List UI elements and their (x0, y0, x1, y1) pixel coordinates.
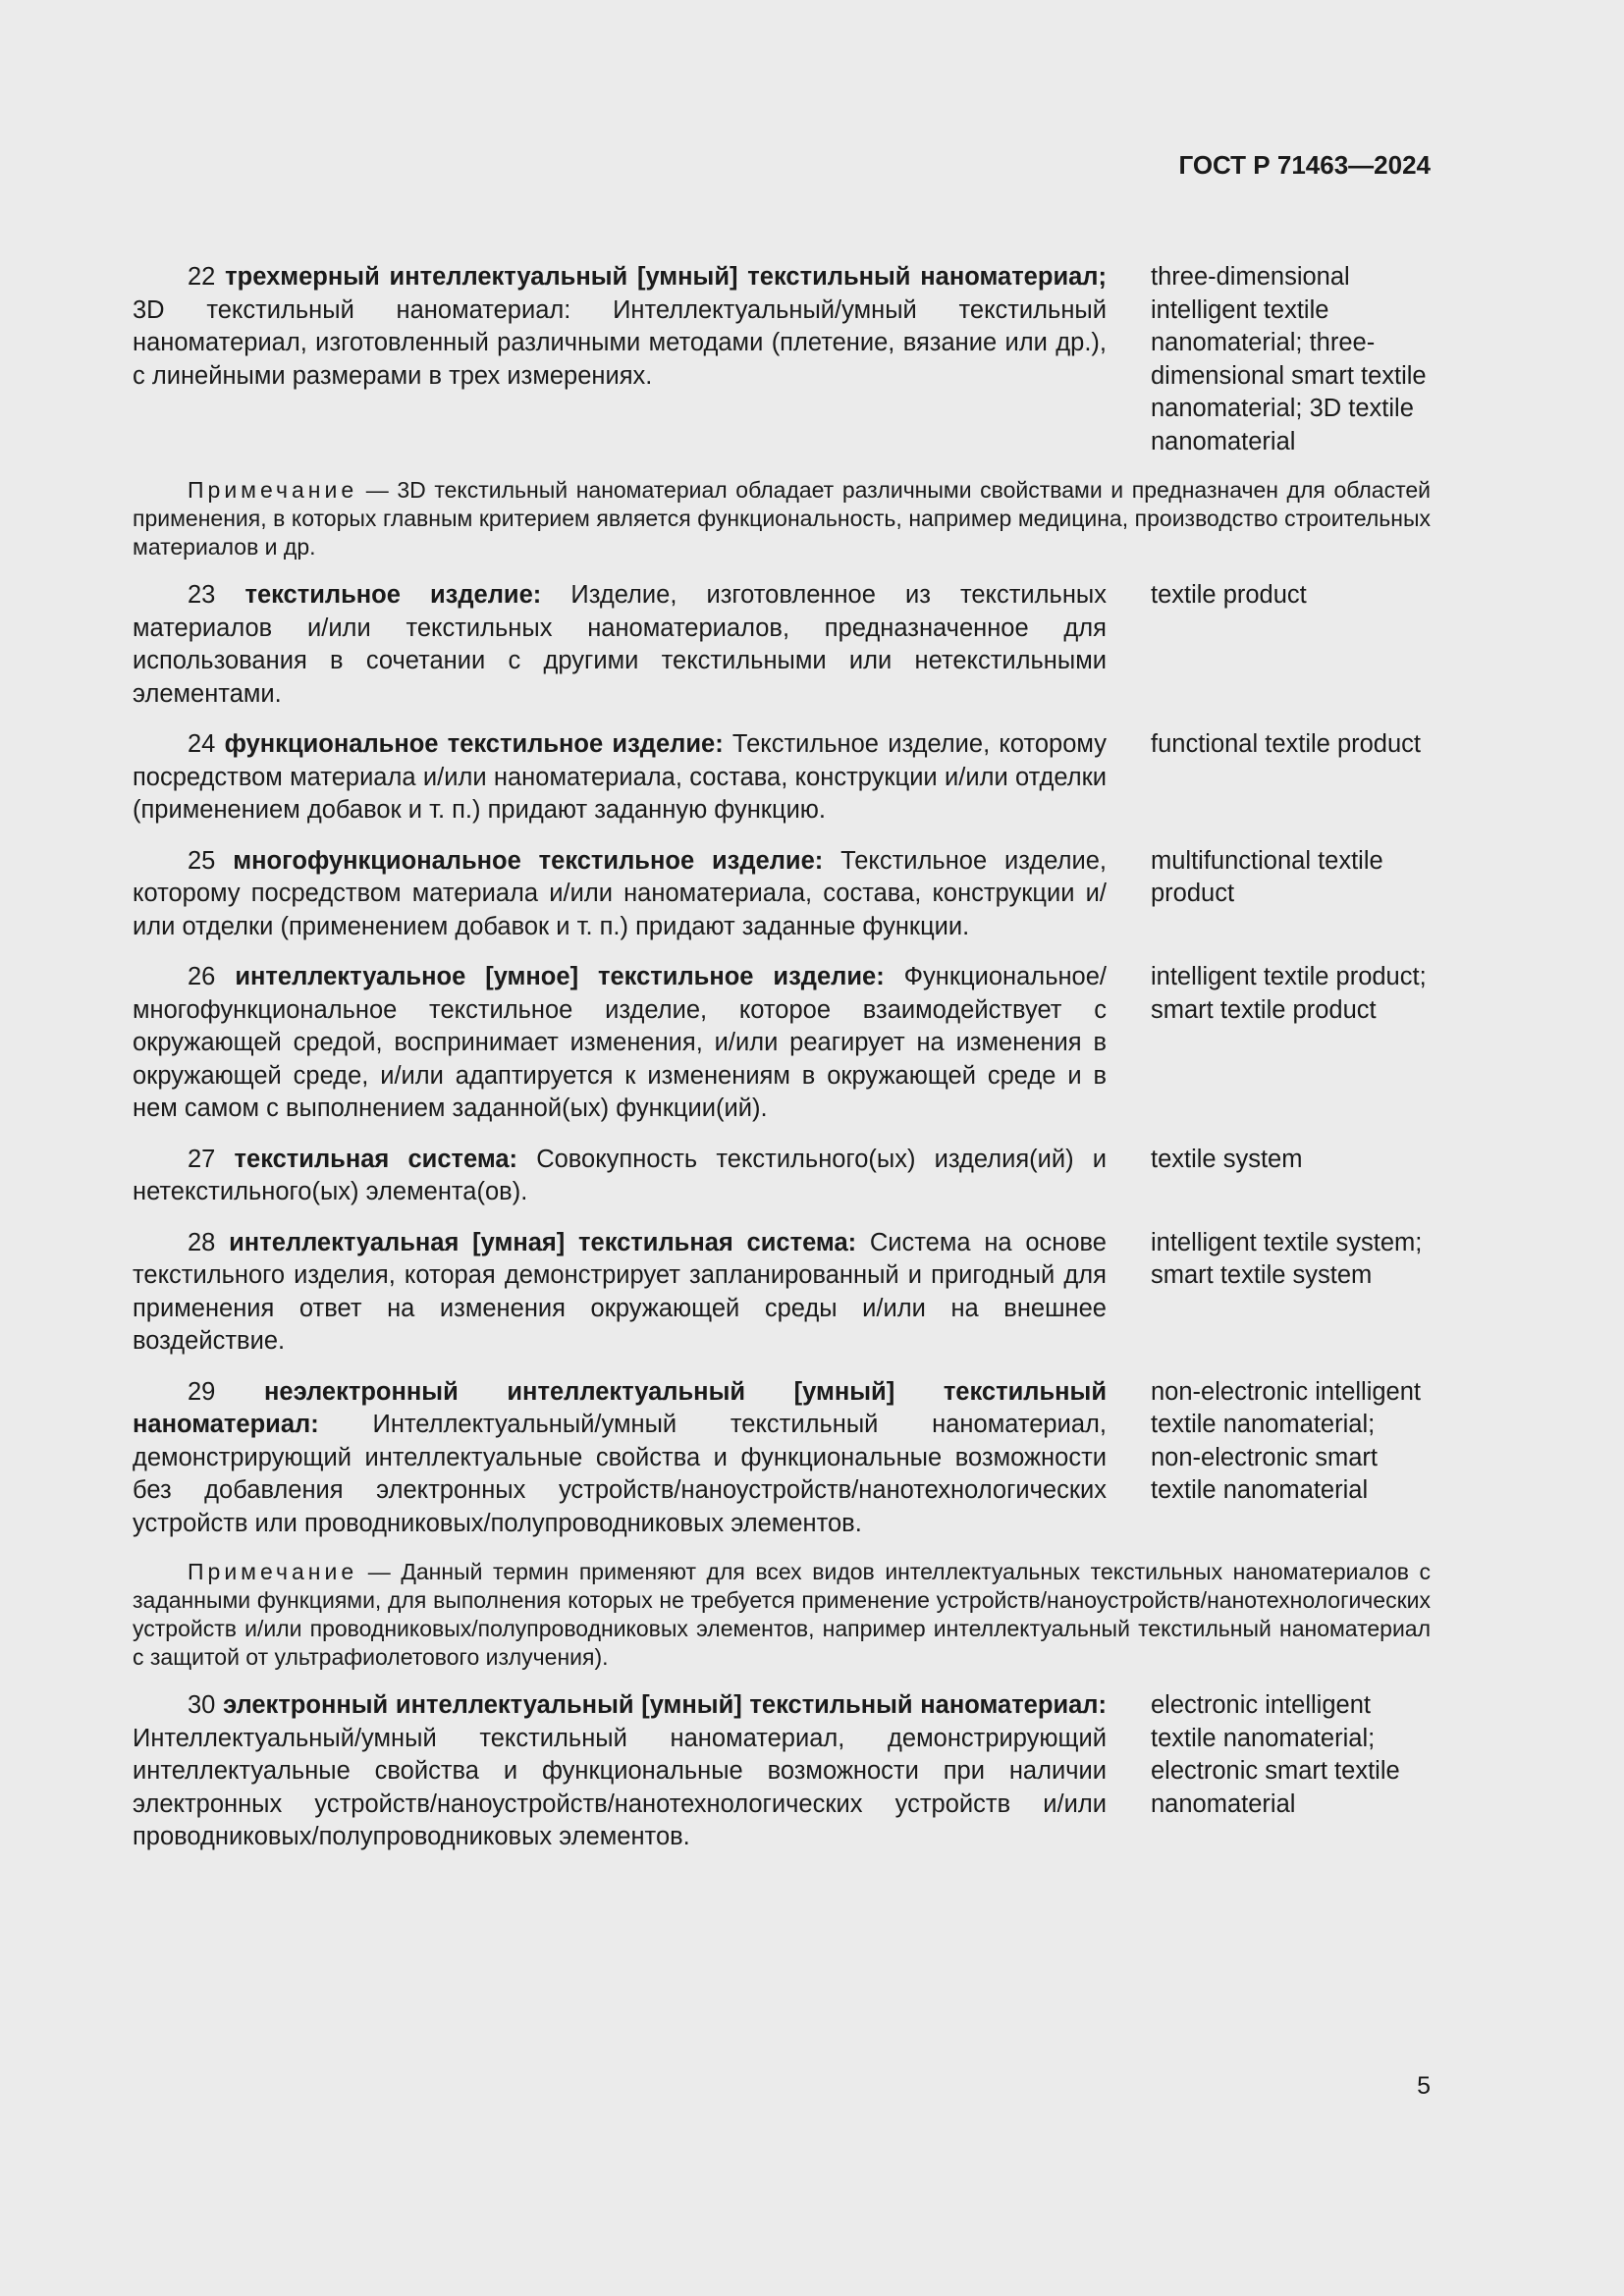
term-number: 23 (188, 581, 216, 609)
term-entry-24 (133, 728, 1431, 828)
term-text: Интеллектуальный/умный текстильный наноматериал, демонстрирующий интеллектуальные свойства и функциональные возможности без добавления электронных устройств/наноустройств/нанотехнологических устройств или проводниковых/полупроводниковых элементов. (133, 1411, 1107, 1537)
term-number: 25 (188, 846, 216, 875)
term-entry-22 (133, 261, 1431, 458)
term-text: Текстильное изделие, которому посредством материала и/или наноматериала, состава, конструкции и/или отделки (применением добавок и т. п.) придают заданные функции. (133, 846, 1107, 940)
term-text: Интеллектуальный/умный текстильный наноматериал, демонстрирующий интеллектуальные свойства и функциональные возможности при наличии электронных устройств/наноустройств/нанотехнологических устройств и/или проводниковых/полупроводниковых элементов. (133, 1724, 1107, 1850)
page-number: 5 (1417, 2072, 1431, 2100)
term-english: intelligent textile product; smart textile product (1151, 963, 1427, 1024)
term-entry-29 (133, 1376, 1431, 1541)
term-name: интеллектуальное [умное] текстильное изделие: (235, 963, 885, 990)
term-definition (133, 1376, 1107, 1541)
note-text: — 3D текстильный наноматериал обладает различными свойствами и предназначен для областей применения, в которых главным критерием является функциональность, например медицина, производство строительных материалов и др. (133, 477, 1432, 560)
term-name: многофункциональное текстильное изделие: (233, 846, 824, 875)
term-entry-27 (133, 1144, 1431, 1209)
note-label: Примечание (188, 1559, 358, 1584)
term-number: 30 (188, 1691, 216, 1719)
term-english: textile product (1151, 581, 1307, 609)
term-text: Изделие, изготовленное из текстильных материалов и/или текстильных наноматериалов, предназначенное для использования в сочетании с другими текстильными или нетекстильными элементами. (133, 581, 1107, 708)
term-text: Текстильное изделие, которому посредством материала и/или наноматериала, состава, конструкции и/или отделки (применением добавок и т. п.) придают заданную функцию. (133, 730, 1107, 824)
term-english: three-dimensional intelligent textile nanomaterial; three-dimensional smart textile nanomaterial; 3D textile nanomaterial (1151, 263, 1427, 455)
term-english: functional textile product (1151, 730, 1421, 758)
term-name: текстильное изделие: (244, 581, 542, 609)
term-number: 29 (188, 1377, 216, 1406)
note (133, 1558, 1431, 1672)
term-text: 3D текстильный наноматериал: Интеллектуальный/умный текстильный наноматериал, изготовленный различными методами (плетение, вязание или др.), с линейными размерами в трех измерениях. (133, 295, 1107, 390)
term-entry-26 (133, 961, 1431, 1126)
term-definition (133, 1689, 1107, 1854)
note-text: — Данный термин применяют для всех видов интеллектуальных текстильных наноматериалов с заданными функциями, для выполнения которых не требуется применение устройств/наноустройств/нанотехнологических устройств и/или проводниковых/полупроводниковых элементов, например интеллектуальный текстильный наноматериал с защитой от ультрафиолетового излучения). (133, 1559, 1432, 1670)
term-number: 26 (188, 963, 216, 990)
term-english: electronic intelligent textile nanomaterial; electronic smart textile nanomaterial (1151, 1691, 1400, 1818)
term-entry-30 (133, 1689, 1431, 1854)
term-entry-25 (133, 845, 1431, 944)
term-text: Совокупность текстильного(ых) изделия(ий) и нетекстильного(ых) элемента(ов). (133, 1145, 1107, 1205)
term-definition (133, 261, 1107, 458)
term-definition (133, 1227, 1107, 1359)
note (133, 476, 1431, 561)
term-name: неэлектронный интеллектуальный [умный] текстильный наноматериал: (133, 1377, 1107, 1438)
document-page (133, 145, 1431, 1872)
term-english: multifunctional textile product (1151, 846, 1383, 907)
term-text: Функциональное/многофункциональное текстильное изделие, которое взаимодействует с окружающей средой, воспринимает изменения, и/или реагирует на изменения в окружающей среде, и/или адаптируется к изменениям в окружающей среде и в нем самом с выполнением заданной(ых) функции(ий). (133, 963, 1108, 1122)
term-definition (133, 728, 1107, 828)
term-name: электронный интеллектуальный [умный] текстильный наноматериал: (223, 1691, 1107, 1719)
term-definition (133, 961, 1107, 1126)
term-name: трехмерный интеллектуальный [умный] текстильный наноматериал; (225, 263, 1107, 291)
term-number: 22 (188, 263, 216, 291)
term-entry-28 (133, 1227, 1431, 1359)
term-definition (133, 845, 1107, 944)
term-english: intelligent textile system; smart textile system (1151, 1228, 1423, 1289)
term-number: 24 (188, 730, 216, 758)
term-text: Система на основе текстильного изделия, которая демонстрирует запланированный и пригодный для применения ответ на изменения окружающей среды и/или на внешнее воздействие. (133, 1228, 1107, 1355)
term-definition (133, 1144, 1107, 1209)
term-english: textile system (1151, 1145, 1303, 1173)
term-name: функциональное текстильное изделие: (224, 730, 724, 758)
term-entry-23 (133, 579, 1431, 711)
term-english: non-electronic intelligent textile nanomaterial; non-electronic smart textile nanomaterial (1151, 1377, 1421, 1504)
standard-code: ГОСТ Р 71463—2024 (1178, 150, 1431, 180)
term-name: интеллектуальная [умная] текстильная система: (229, 1228, 857, 1256)
term-number: 28 (188, 1228, 216, 1256)
term-definition (133, 579, 1107, 711)
note-label: Примечание (188, 477, 358, 503)
term-number: 27 (188, 1145, 216, 1173)
term-name: текстильная система: (234, 1145, 518, 1173)
